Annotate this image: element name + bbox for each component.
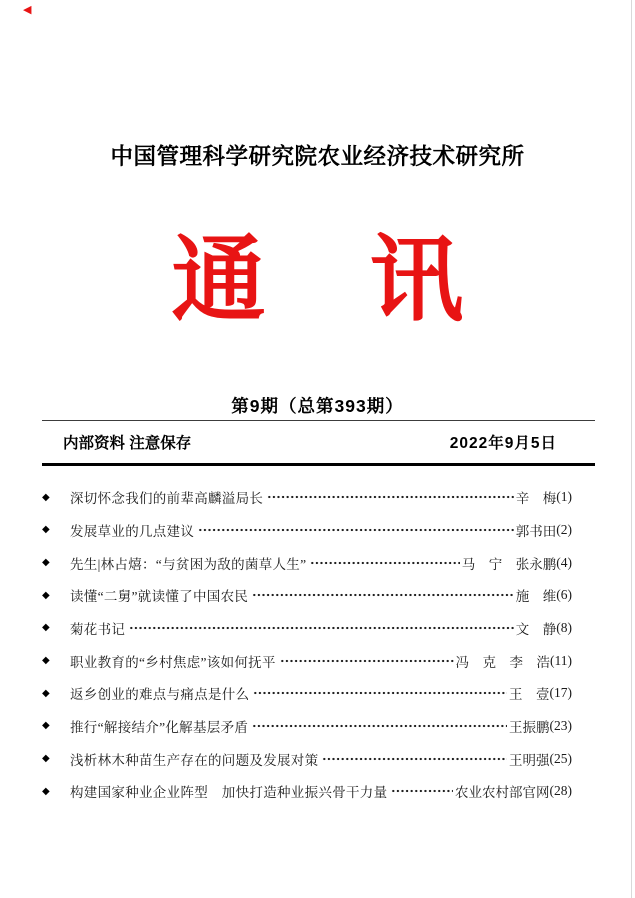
diamond-bullet-icon: ◆ (42, 589, 50, 601)
dotted-leader (280, 659, 454, 663)
toc-row (40, 514, 572, 547)
diamond-bullet-icon: ◆ (42, 557, 50, 569)
diamond-bullet-icon: ◆ (42, 720, 50, 732)
toc-item-page: (1) (556, 489, 572, 505)
issue-date: 2022年9月5日 (449, 435, 557, 452)
toc-item-title: 构建国家种业企业阵型 加快打造种业振兴骨干力量 (70, 785, 388, 801)
toc-item-page: (23) (549, 717, 572, 733)
toc-item-page: (28) (549, 783, 572, 799)
toc-item-page: (4) (556, 554, 572, 570)
toc-item-title: 返乡创业的难点与痛点是什么 (70, 687, 250, 703)
toc-row (40, 644, 572, 677)
masthead-char-2: 讯 (369, 229, 464, 333)
diamond-bullet-icon: ◆ (42, 491, 50, 503)
toc-row (40, 775, 572, 808)
toc-item-author: 文 静 (515, 621, 557, 637)
toc-item-author: 王 壹 (509, 687, 550, 703)
toc-item-author: 马 宁 张永鹏 (461, 556, 557, 572)
header-rule-thin (42, 420, 595, 421)
toc-row (40, 612, 572, 645)
diamond-bullet-icon: ◆ (42, 622, 50, 634)
toc-item-author: 郭书田 (515, 523, 557, 539)
toc-item-title: 浅析林木种苗生产存在的问题及发展对策 (70, 752, 319, 768)
dotted-leader (310, 561, 459, 565)
toc-item-author: 施 维 (515, 589, 557, 605)
toc-item-page: (17) (549, 685, 572, 701)
toc-item-page: (11) (550, 652, 572, 668)
toc-item-author: 辛 梅 (515, 491, 557, 507)
toc-row (40, 579, 572, 612)
toc-item-page: (6) (556, 587, 572, 603)
dotted-leader (129, 626, 514, 630)
diamond-bullet-icon: ◆ (42, 687, 50, 699)
toc-item-author: 农业农村部官网 (455, 785, 550, 801)
institute-title: 中国管理科学研究院农业经济技术研究所 (110, 144, 525, 169)
toc-item-title: 推行“解接结介”化解基层矛盾 (70, 719, 249, 735)
dotted-leader (391, 789, 453, 793)
toc-item-page: (2) (556, 521, 572, 537)
toc-item-title: 发展草业的几点建议 (70, 523, 195, 539)
toc-item-author: 王振鹏 (509, 719, 550, 735)
header-rule-thick (42, 463, 595, 466)
masthead-title (0, 229, 635, 334)
toc-item-author: 冯 克 李 浩 (455, 654, 550, 670)
toc-item-title: 菊花书记 (70, 621, 126, 637)
issue-number: 第9期（总第393期） (231, 396, 404, 416)
diamond-bullet-icon: ◆ (42, 753, 50, 765)
dotted-leader (267, 495, 514, 499)
toc-row (40, 546, 572, 579)
toc-item-title: 读懂“二舅”就读懂了中国农民 (70, 589, 249, 605)
toc-row (40, 677, 572, 710)
red-cursor-icon: ◀ (23, 3, 32, 16)
masthead-char-1: 通 (171, 229, 266, 333)
toc-row (40, 481, 572, 514)
toc-item-author: 王明强 (509, 752, 550, 768)
toc-item-title: 职业教育的“乡村焦虑”该如何抚平 (70, 654, 276, 670)
toc-list (40, 481, 572, 808)
toc-item-title: 先生|林占熺：“与贫困为敌的菌草人生” (70, 556, 307, 572)
toc-item-title: 深切怀念我们的前辈高麟溢局长 (70, 491, 264, 507)
toc-row (40, 710, 572, 743)
dotted-leader (252, 593, 514, 597)
dotted-leader (253, 691, 507, 695)
toc-item-page: (25) (549, 750, 572, 766)
meta-row (42, 427, 595, 457)
dotted-leader (322, 757, 507, 761)
diamond-bullet-icon: ◆ (42, 655, 50, 667)
diamond-bullet-icon: ◆ (42, 524, 50, 536)
toc-row (40, 742, 572, 775)
diamond-bullet-icon: ◆ (42, 785, 50, 797)
internal-notice-label: 内部资料 注意保存 (63, 435, 192, 452)
dotted-leader (198, 528, 514, 532)
dotted-leader (252, 724, 507, 728)
toc-item-page: (8) (556, 619, 572, 635)
page-edge-divider (631, 0, 632, 898)
